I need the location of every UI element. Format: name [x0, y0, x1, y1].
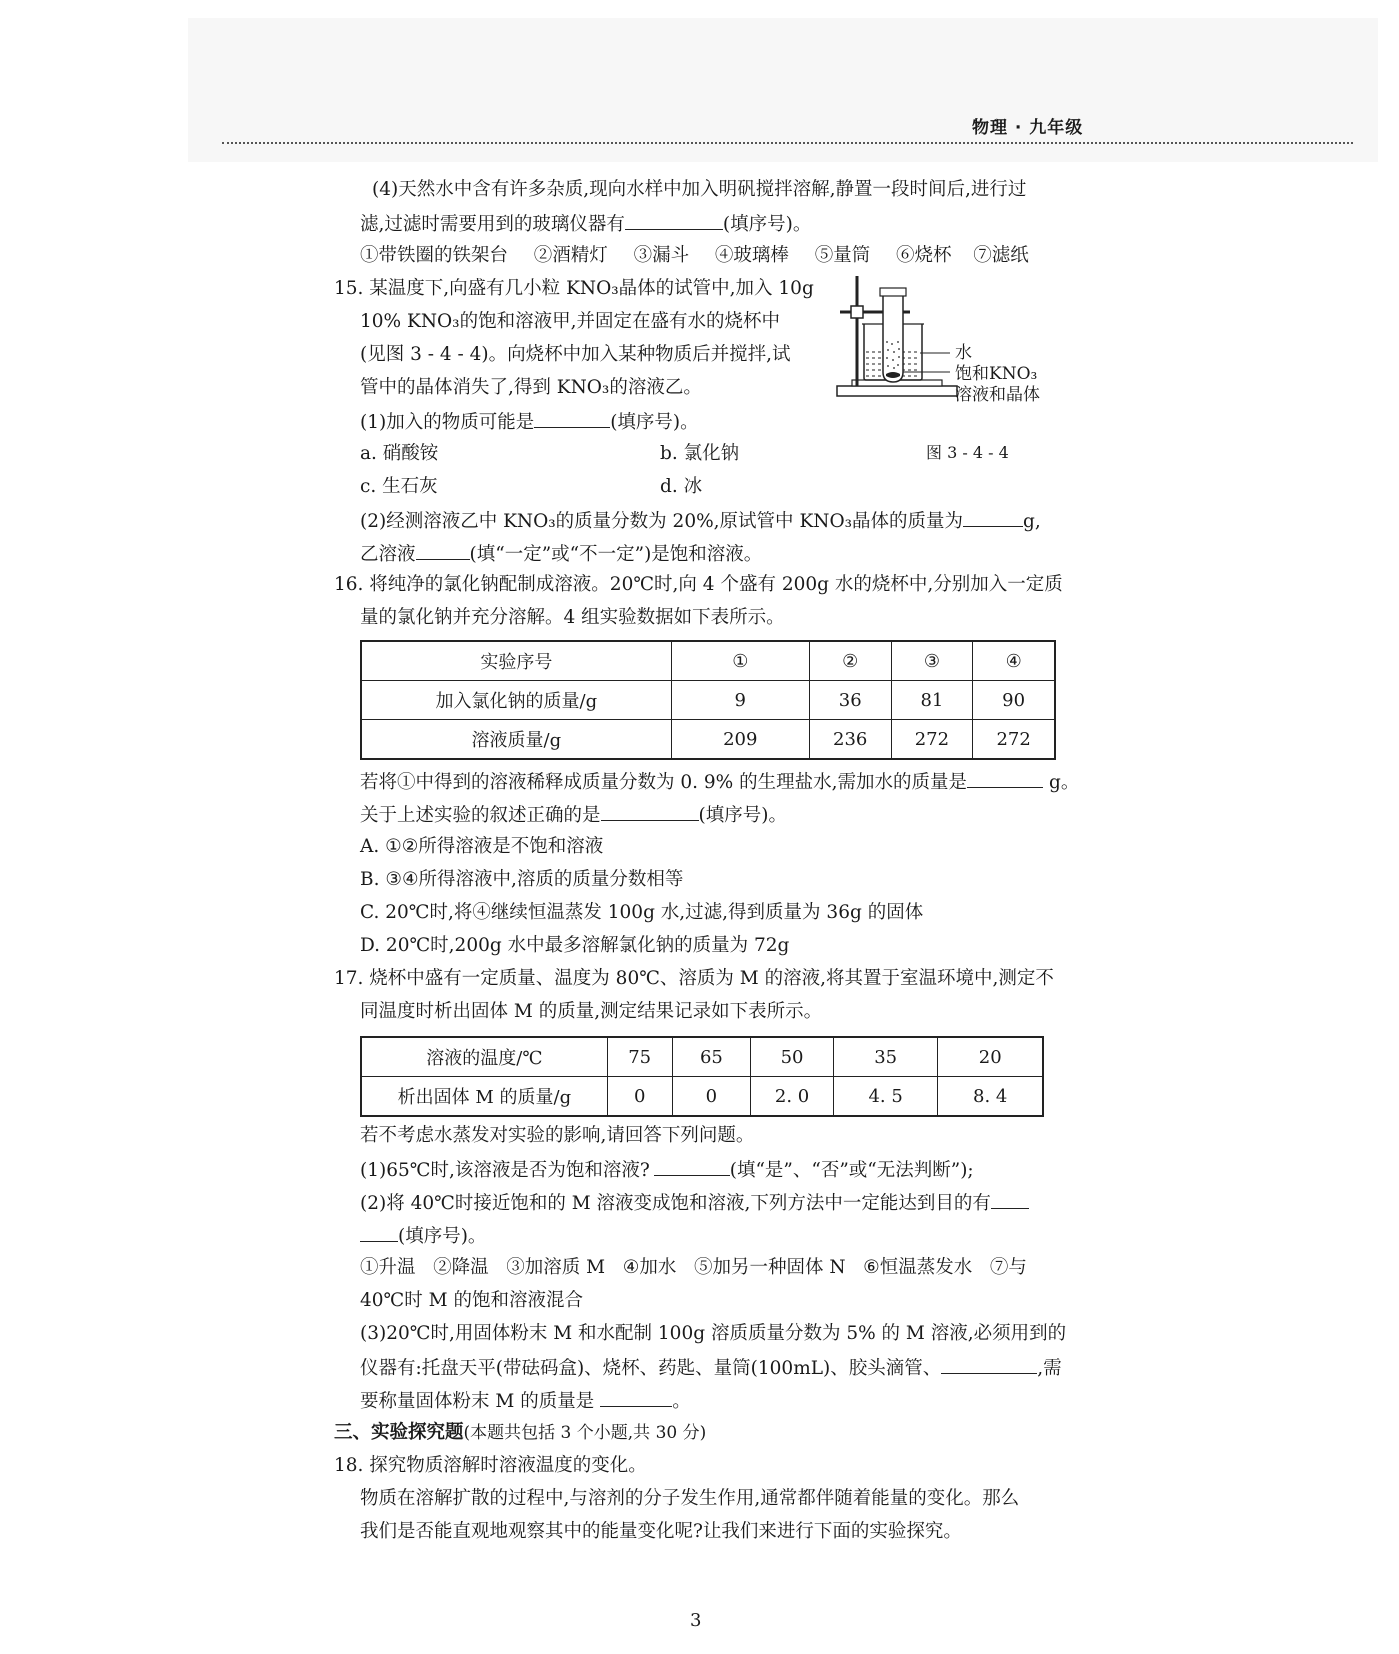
q17-line2: 同温度时析出固体 M 的质量,测定结果记录如下表所示。: [360, 1001, 823, 1022]
q16-after2b: (填序号)。: [698, 805, 787, 826]
q16-after1b: g。: [1049, 772, 1080, 793]
q17-sub2-options-2: 40℃时 M 的饱和溶液混合: [360, 1290, 583, 1311]
q17-line1: 17. 烧杯中盛有一定质量、温度为 80℃、溶质为 M 的溶液,将其置于室温环境中,测定不: [334, 968, 1054, 989]
q18-line2: 物质在溶解扩散的过程中,与溶剂的分子发生作用,通常都伴随着能量的变化。那么: [360, 1488, 1020, 1509]
answer-blank[interactable]: [360, 1223, 398, 1242]
q15-opt-b: b. 氯化钠: [660, 443, 740, 464]
table-row: [361, 681, 1055, 720]
q15-sub2-line2: [360, 541, 762, 567]
q18-line3: 我们是否能直观地观察其中的能量变化呢?让我们来进行下面的实验探究。: [360, 1521, 962, 1542]
table-cell: 0: [607, 1077, 672, 1117]
answer-blank[interactable]: [963, 508, 1023, 527]
q15-sub1a: (1)加入的物质可能是: [360, 412, 535, 433]
q15-sub1: [360, 409, 699, 435]
answer-blank[interactable]: [991, 1190, 1029, 1209]
q14-4-line2a: 滤,过滤时需要用到的玻璃仪器有: [360, 214, 625, 235]
q14-4-line1: (4)天然水中含有许多杂质,现向水样中加入明矾搅拌溶解,静置一段时间后,进行过: [372, 179, 1027, 200]
q15-line1: 15. 某温度下,向盛有几小粒 KNO₃晶体的试管中,加入 10g: [334, 278, 814, 299]
answer-blank[interactable]: [601, 802, 699, 821]
table-header-cell: ④: [973, 641, 1055, 681]
table-cell: 90: [973, 681, 1055, 720]
q15-sub2: [360, 508, 1041, 534]
answer-blank[interactable]: [967, 769, 1043, 788]
table-row: [361, 641, 1055, 681]
q15-line2: 10% KNO₃的饱和溶液甲,并固定在盛有水的烧杯中: [360, 311, 780, 332]
table-header-cell: ②: [809, 641, 891, 681]
table-cell: 溶液的温度/℃: [361, 1037, 607, 1077]
table-cell: 81: [891, 681, 973, 720]
q15-sub2d: (填“一定”或“不一定”)是饱和溶液。: [469, 544, 763, 565]
q17-sub2-options: ①升温 ②降温 ③加溶质 M ④加水 ⑤加另一种固体 N ⑥恒温蒸发水 ⑦与: [360, 1257, 1027, 1278]
q16-option-a: A. ①②所得溶液是不饱和溶液: [360, 836, 604, 857]
q17-sub3d: 要称量固体粉末 M 的质量是: [360, 1391, 595, 1412]
q17-sub2b: (填序号)。: [398, 1226, 487, 1247]
table-row: [361, 1037, 1043, 1077]
table-header-cell: 实验序号: [361, 641, 671, 681]
q15-opt-a: a. 硝酸铵: [360, 443, 439, 464]
q14-opt-2: ②酒精灯: [533, 245, 608, 266]
q16-option-b: B. ③④所得溶液中,溶质的质量分数相等: [360, 869, 684, 890]
page-number: 3: [690, 1610, 702, 1631]
q14-opt-5: ⑤量筒: [814, 245, 871, 266]
q16-after1: [360, 769, 1079, 795]
table-cell: 溶液质量/g: [361, 720, 671, 760]
q17-sub1: [360, 1157, 974, 1183]
figure-label-crystals: 溶液和晶体: [955, 385, 1040, 405]
q15-sub2c: 乙溶液: [360, 544, 416, 565]
table-header-cell: ①: [671, 641, 809, 681]
q16-option-c: C. 20℃时,将④继续恒温蒸发 100g 水,过滤,得到质量为 36g 的固体: [360, 902, 924, 923]
table-cell: 236: [809, 720, 891, 760]
table-cell: 272: [973, 720, 1055, 760]
table-cell: 9: [671, 681, 809, 720]
q14-opt-4: ④玻璃棒: [714, 245, 789, 266]
q14-opt-1: ①带铁圈的铁架台: [360, 245, 509, 266]
table-cell: 36: [809, 681, 891, 720]
table-header-cell: ③: [891, 641, 973, 681]
answer-blank[interactable]: [625, 211, 723, 230]
header-band: [188, 18, 1378, 162]
figure-label-saturated: 饱和KNO₃: [955, 364, 1038, 384]
q17-sub2-line2: [360, 1223, 486, 1249]
q14-4-options: [360, 244, 1029, 268]
table-cell: 20: [938, 1037, 1043, 1077]
q17-sub3b: 仪器有:托盘天平(带砝码盒)、烧杯、药匙、量筒(100mL)、胶头滴管、: [360, 1358, 942, 1379]
q15-opt-c: c. 生石灰: [360, 476, 438, 497]
table-row: [361, 720, 1055, 760]
q16-line1: 16. 将纯净的氯化钠配制成溶液。20℃时,向 4 个盛有 200g 水的烧杯中,分别加入一定质: [334, 574, 1063, 595]
answer-blank[interactable]: [654, 1157, 730, 1176]
section-3-note: (本题共包括 3 个小题,共 30 分): [463, 1423, 707, 1443]
q17-sub2a: (2)将 40℃时接近饱和的 M 溶液变成饱和溶液,下列方法中一定能达到目的有: [360, 1193, 991, 1214]
q15-sub2a: (2)经测溶液乙中 KNO₃的质量分数为 20%,原试管中 KNO₃晶体的质量为: [360, 511, 964, 532]
q17-sub3c: ,需: [1037, 1358, 1062, 1379]
table-cell: 75: [607, 1037, 672, 1077]
table-cell: 209: [671, 720, 809, 760]
header-divider: [222, 142, 1353, 144]
q16-option-d: D. 20℃时,200g 水中最多溶解氯化钠的质量为 72g: [360, 935, 790, 956]
q17-sub1b: (填“是”、“否”或“无法判断”);: [729, 1160, 974, 1181]
table-cell: 2. 0: [751, 1077, 834, 1117]
q17-intro: 若不考虑水蒸发对实验的影响,请回答下列问题。: [360, 1125, 755, 1146]
q17-sub3-line2: [360, 1355, 1062, 1381]
q15-line3: (见图 3 - 4 - 4)。向烧杯中加入某种物质后并搅拌,试: [360, 344, 791, 365]
table-cell: 析出固体 M 的质量/g: [361, 1077, 607, 1117]
q15-sub1b: (填序号)。: [610, 412, 699, 433]
section-3-title: 三、实验探究题: [334, 1422, 464, 1443]
q14-4-line2: [360, 211, 811, 237]
q18-line1: 18. 探究物质溶解时溶液温度的变化。: [334, 1455, 647, 1476]
q14-4-line2b: (填序号)。: [722, 214, 812, 235]
table-cell: 272: [891, 720, 973, 760]
answer-blank[interactable]: [941, 1355, 1037, 1374]
table-cell: 加入氯化钠的质量/g: [361, 681, 671, 720]
answer-blank[interactable]: [600, 1388, 672, 1407]
q15-sub2b: g,: [1023, 511, 1041, 532]
stand-base: [837, 386, 957, 396]
table-cell: 4. 5: [833, 1077, 938, 1117]
table-cell: 35: [833, 1037, 938, 1077]
q17-sub3e: 。: [672, 1391, 691, 1412]
q16-after2: [360, 802, 787, 828]
answer-blank[interactable]: [534, 409, 610, 428]
table-cell: 0: [672, 1077, 751, 1117]
clamp-boss: [851, 306, 863, 318]
page-header-title: 物理 · 九年级: [972, 118, 1084, 138]
q17-sub2: [360, 1190, 1029, 1216]
q17-sub3-line1: (3)20℃时,用固体粉末 M 和水配制 100g 溶质质量分数为 5% 的 M 溶液,必须用到的: [360, 1323, 1067, 1344]
q15-opt-d: d. 冰: [660, 476, 703, 497]
test-tube: [883, 288, 903, 382]
q14-opt-3: ③漏斗: [633, 245, 690, 266]
q14-opt-7: ⑦滤纸: [973, 245, 1029, 266]
q14-opt-6: ⑥烧杯: [895, 245, 952, 266]
figure-caption: 图 3 - 4 - 4: [926, 443, 1009, 462]
section-3-heading: [334, 1421, 706, 1445]
table-cell: 50: [751, 1037, 834, 1077]
table-row: [361, 1077, 1043, 1117]
q17-data-table: [360, 1036, 1044, 1117]
q16-after2a: 关于上述实验的叙述正确的是: [360, 805, 601, 826]
answer-blank[interactable]: [416, 541, 470, 560]
table-cell: 65: [672, 1037, 751, 1077]
figure-label-water: 水: [955, 343, 972, 363]
q17-sub3-line3: [360, 1388, 691, 1414]
q16-data-table: [360, 640, 1056, 760]
q17-sub1a: (1)65℃时,该溶液是否为饱和溶液?: [360, 1160, 650, 1181]
q16-line2: 量的氯化钠并充分溶解。4 组实验数据如下表所示。: [360, 607, 785, 628]
q16-after1a: 若将①中得到的溶液稀释成质量分数为 0. 9% 的生理盐水,需加水的质量是: [360, 772, 968, 793]
table-cell: 8. 4: [938, 1077, 1043, 1117]
q15-line4: 管中的晶体消失了,得到 KNO₃的溶液乙。: [360, 377, 702, 398]
